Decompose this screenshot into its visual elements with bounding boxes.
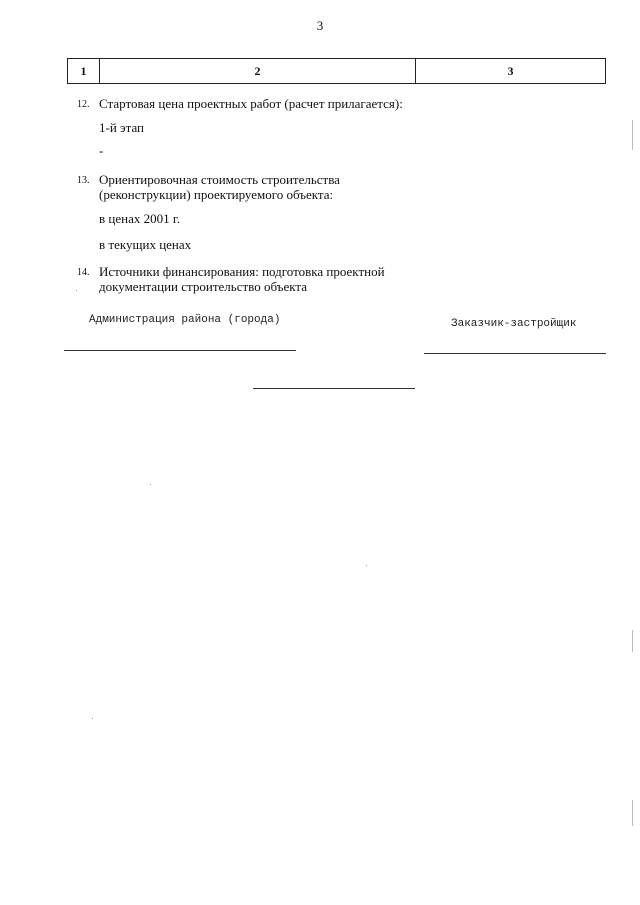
stage-line: 1-й этап <box>99 120 145 135</box>
item-number: 14. <box>77 267 90 278</box>
item-number: 13. <box>77 175 90 186</box>
item-title: Стартовая цена проектных работ (расчет прилагается): <box>99 96 403 111</box>
scan-edge-mark <box>632 800 633 826</box>
header-cell-3: 3 <box>416 59 606 84</box>
item-title: Ориентировочная стоимость строительства (реконструкции) проектируемого объекта: <box>99 172 340 202</box>
current-prices-line: в текущих ценах <box>99 237 192 252</box>
scan-speck <box>150 484 151 485</box>
scan-edge-mark <box>632 120 633 150</box>
right-signature-line <box>424 353 606 354</box>
item-title: Источники финансирования: подготовка проектной документации строительство объекта <box>99 264 385 294</box>
scan-speck <box>366 565 367 566</box>
dash-line: - <box>99 143 104 158</box>
prices-2001-line: в ценах 2001 г. <box>99 211 180 226</box>
left-signature-line <box>64 350 296 351</box>
item-12 <box>77 96 437 111</box>
right-signature-label: Заказчик-застройщик <box>451 318 577 330</box>
header-table <box>67 58 606 84</box>
scan-speck <box>76 290 77 291</box>
scan-speck <box>92 718 93 719</box>
item-13 <box>77 172 377 202</box>
scan-edge-mark <box>632 630 633 652</box>
left-signature-label: Администрация района (города) <box>89 314 281 326</box>
closing-rule <box>253 388 415 389</box>
item-number: 12. <box>77 99 90 110</box>
item-14 <box>77 264 397 294</box>
page-number: 3 <box>316 18 324 33</box>
header-cell-1: 1 <box>68 59 100 84</box>
header-cell-2: 2 <box>100 59 416 84</box>
